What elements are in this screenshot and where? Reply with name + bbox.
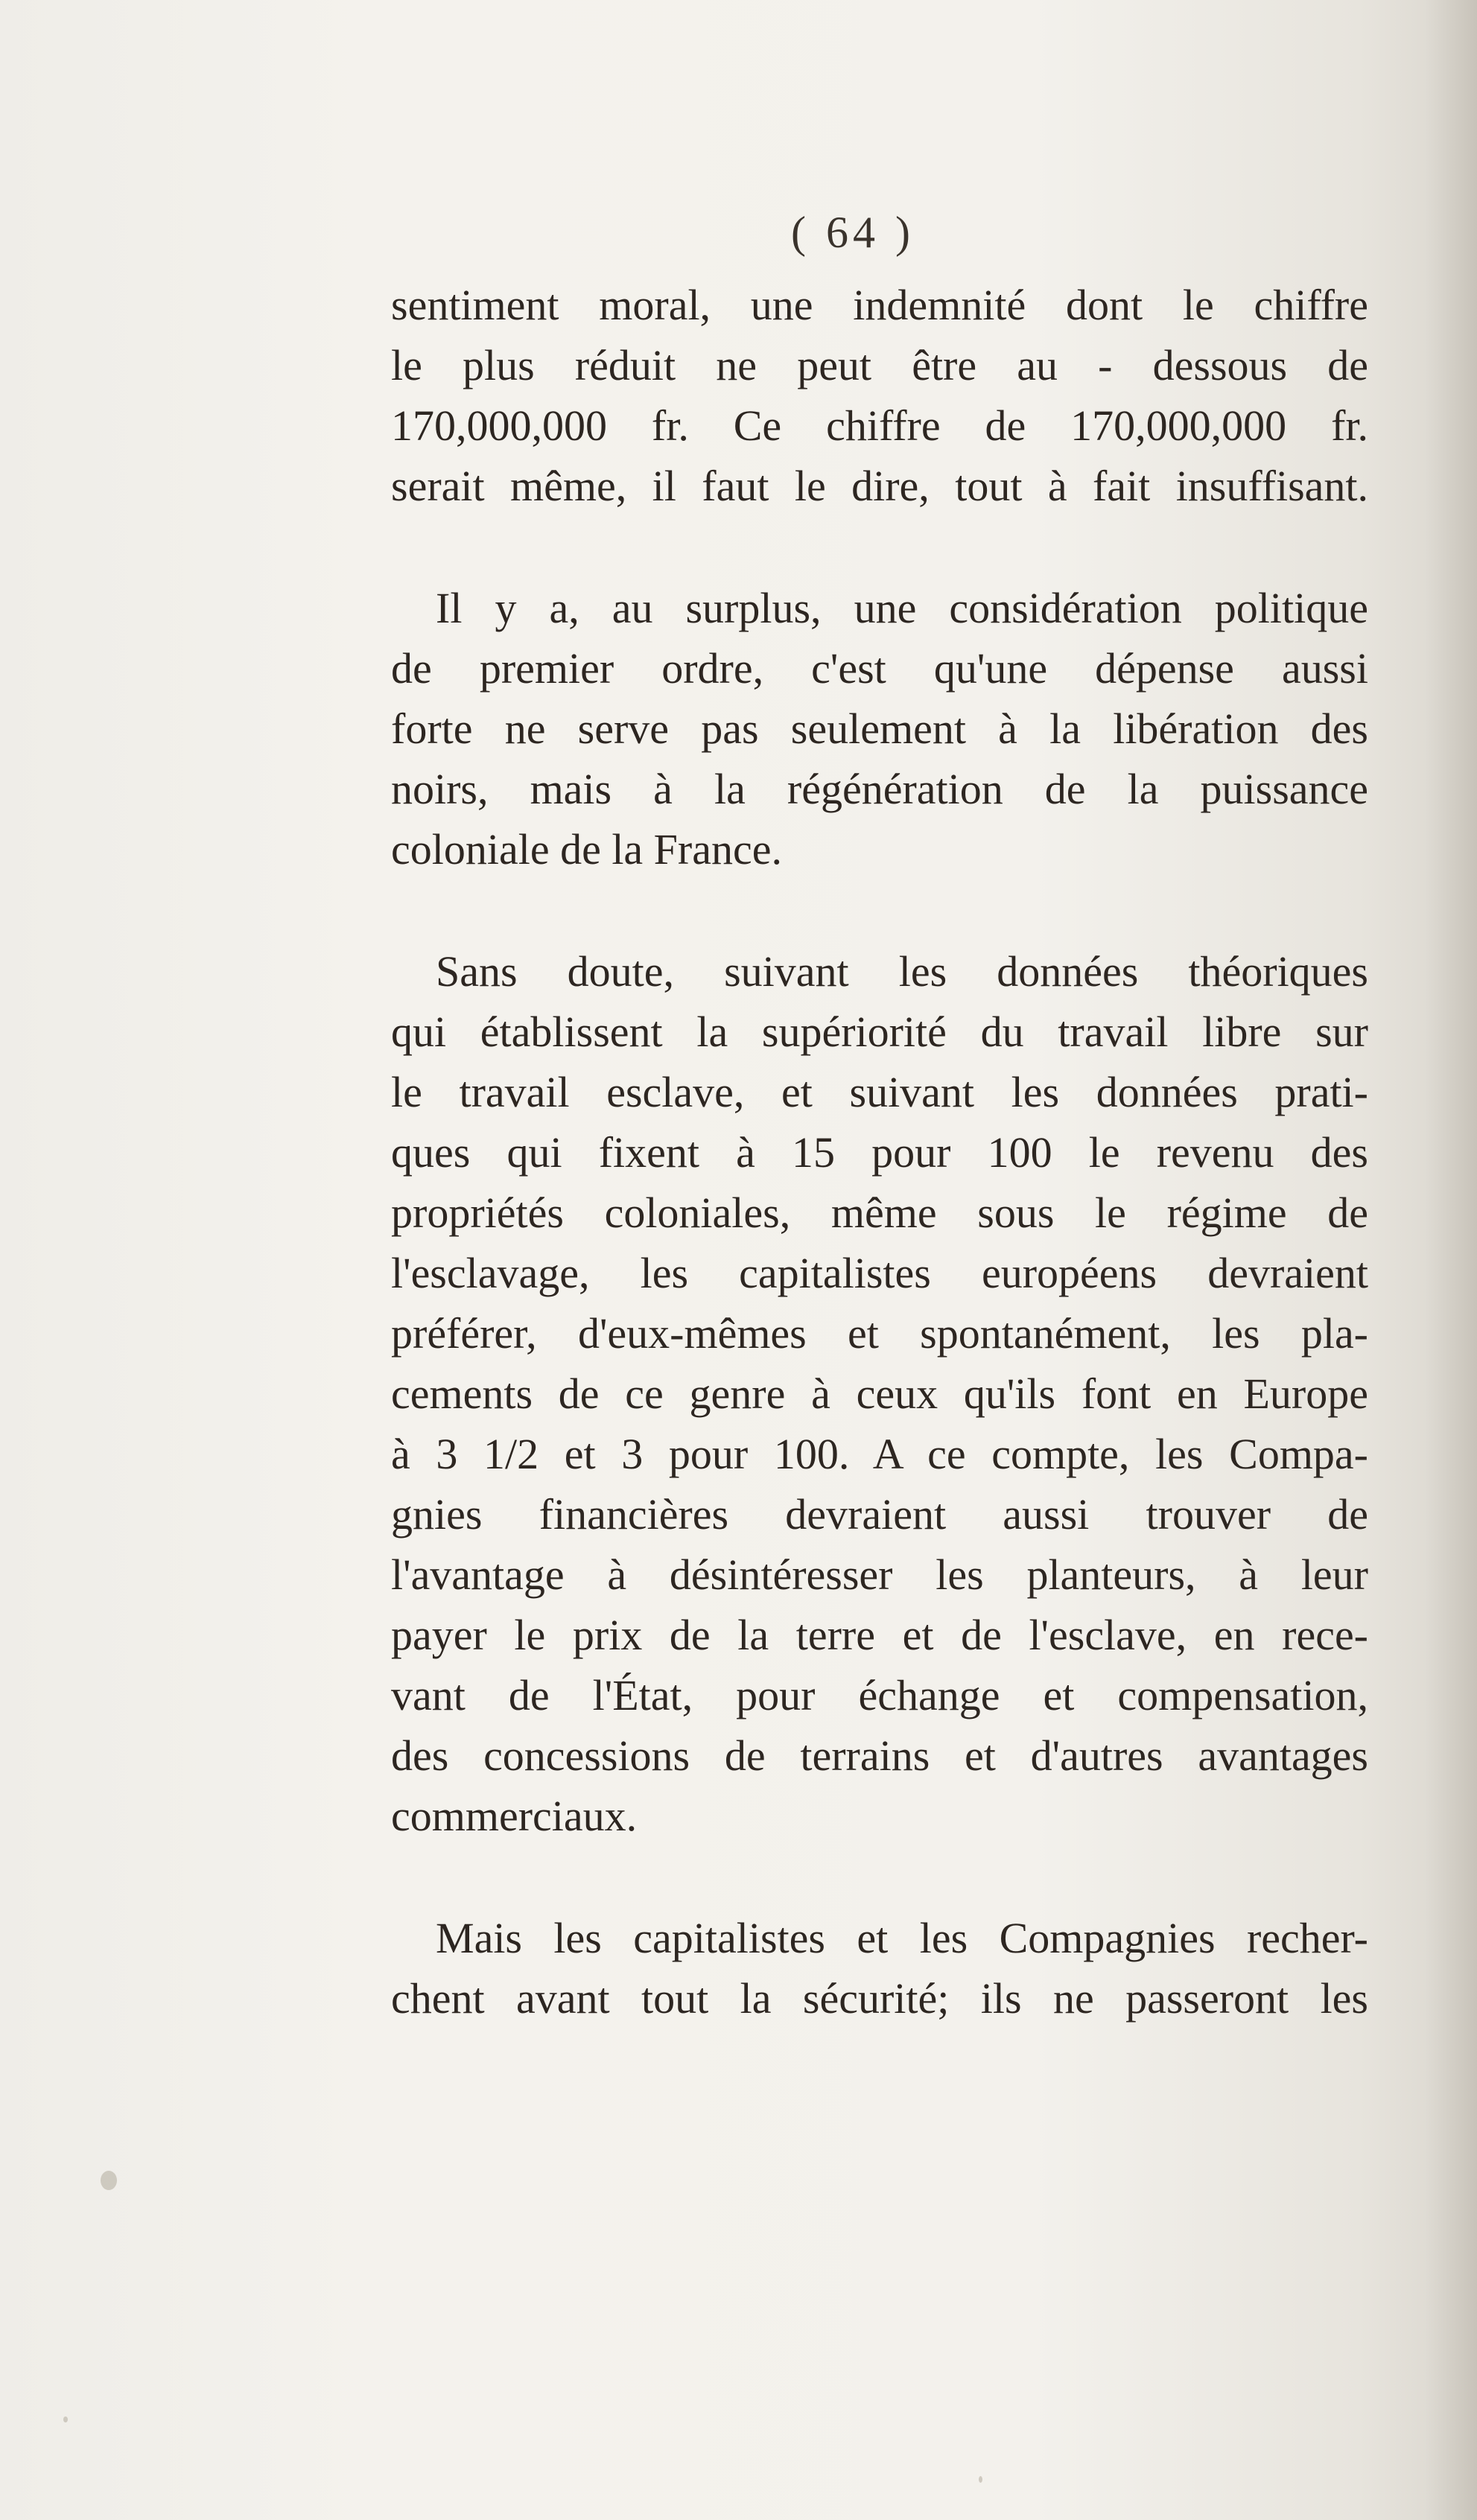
text-line: serait même, il faut le dire, tout à fait insuffisant. <box>391 462 1368 510</box>
text-line: l'esclavage, les capitalistes européens devraient <box>391 1249 1368 1297</box>
text-line: 170,000,000 fr. Ce chiffre de 170,000,000 fr. <box>391 401 1368 450</box>
text-line: chent avant tout la sécurité; ils ne passeront les <box>391 1974 1368 2023</box>
paragraph <box>391 941 1368 1846</box>
paragraph-gap <box>391 879 1368 941</box>
text-line: vant de l'État, pour échange et compensation, <box>391 1671 1368 1719</box>
text-line: l'avantage à désintéresser les planteurs, à leur <box>391 1550 1368 1599</box>
text-line: payer le prix de la terre et de l'esclave, en rece- <box>391 1611 1368 1659</box>
text-line: gnies financières devraient aussi trouver de <box>391 1490 1368 1539</box>
text-line: forte ne serve pas seulement à la libération des <box>391 704 1368 753</box>
paragraph-gap <box>391 516 1368 578</box>
text-line: le plus réduit ne peut être au - dessous de <box>391 341 1368 389</box>
text-line: sentiment moral, une indemnité dont le chiffre <box>391 281 1368 329</box>
paragraph-gap <box>391 1846 1368 1908</box>
body-text <box>391 275 1368 2029</box>
text-line: Il y a, au surplus, une considération politique <box>436 584 1368 632</box>
text-line: cements de ce genre à ceux qu'ils font en Europe <box>391 1369 1368 1418</box>
text-line: à 3 1/2 et 3 pour 100. A ce compte, les Compa- <box>391 1430 1368 1478</box>
page-edge-shadow <box>1425 0 1477 2520</box>
paragraph <box>391 578 1368 879</box>
paragraph <box>391 275 1368 516</box>
text-line: le travail esclave, et suivant les données prati- <box>391 1068 1368 1116</box>
text-line: préférer, d'eux-mêmes et spontanément, les pla- <box>391 1309 1368 1358</box>
page-number: ( 64 ) <box>791 208 915 257</box>
paper-speck <box>101 2171 117 2190</box>
text-line: commerciaux. <box>391 1792 638 1840</box>
text-line: Mais les capitalistes et les Compagnies recher- <box>436 1914 1368 1962</box>
paper-speck <box>63 2416 68 2422</box>
paper-speck <box>979 2476 982 2483</box>
text-line: ques qui fixent à 15 pour 100 le revenu des <box>391 1128 1368 1177</box>
text-line: Sans doute, suivant les données théoriques <box>436 947 1368 996</box>
text-line: de premier ordre, c'est qu'une dépense aussi <box>391 644 1368 693</box>
text-line: qui établissent la supériorité du travail libre sur <box>391 1008 1368 1056</box>
text-line: coloniale de la France. <box>391 825 782 874</box>
text-line: des concessions de terrains et d'autres avantages <box>391 1731 1368 1780</box>
text-line: noirs, mais à la régénération de la puissance <box>391 765 1368 813</box>
text-line: propriétés coloniales, même sous le régime de <box>391 1189 1368 1237</box>
paragraph <box>391 1908 1368 2029</box>
